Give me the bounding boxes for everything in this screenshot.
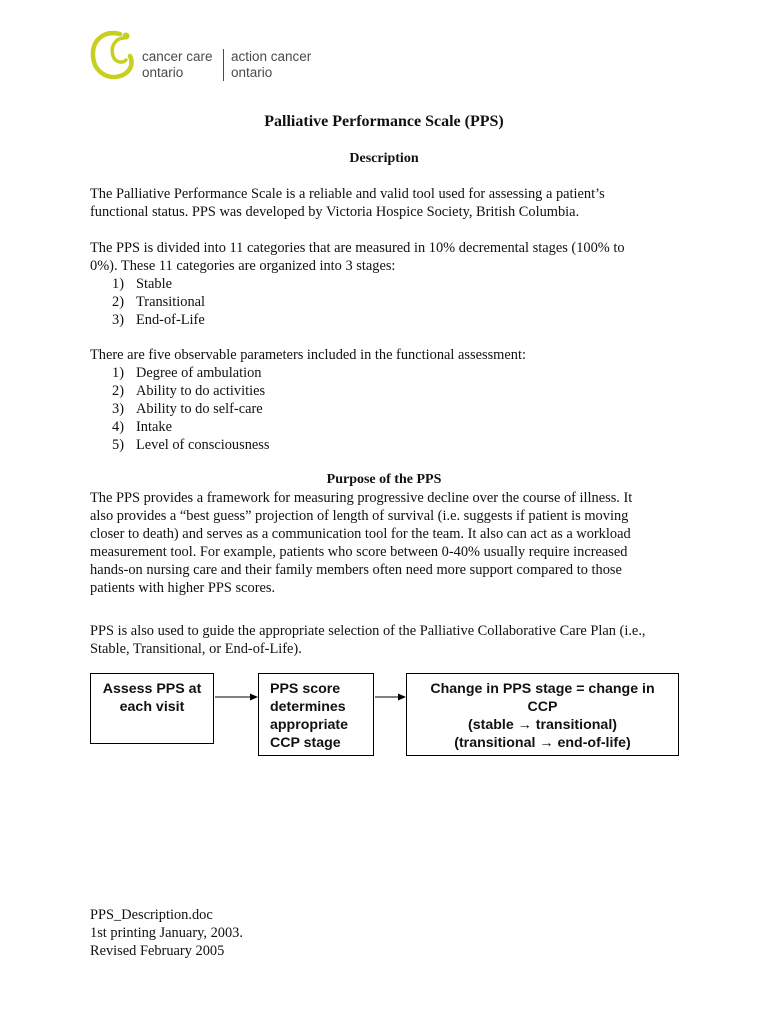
parameters-list	[112, 364, 269, 454]
list-item	[112, 418, 269, 436]
text-line: PPS is also used to guide the appropriate selection of the Palliative Collaborative Care Plan (i.e.,	[90, 623, 646, 639]
text-line: also provides a “best guess” projection of length of survival (i.e. suggests if patient is moving	[90, 508, 629, 524]
page-title: Palliative Performance Scale (PPS)	[264, 113, 504, 130]
cancer-care-ontario-logo	[90, 28, 330, 84]
logo-swirl-icon	[90, 28, 134, 84]
flow-box-change	[406, 673, 679, 756]
logo-org2-line1: action cancer	[231, 49, 312, 64]
footer-filename: PPS_Description.doc	[90, 907, 213, 923]
flow-text-line: (transitional → end-of-life)	[454, 735, 631, 751]
list-item	[112, 293, 205, 311]
list-text: Degree of ambulation	[136, 365, 262, 381]
footer-revised: Revised February 2005	[90, 943, 225, 959]
stages-list	[112, 275, 205, 329]
purpose-paragraph-1	[90, 489, 680, 597]
list-item	[112, 311, 205, 329]
list-number: 1)	[112, 365, 124, 381]
list-text: Transitional	[136, 294, 206, 310]
list-number: 2)	[112, 383, 124, 399]
logo-org1-line1: cancer care	[142, 49, 213, 64]
flow-text-line: PPS score	[270, 681, 341, 697]
list-number: 1)	[112, 276, 124, 292]
logo-org1-line2: ontario	[142, 65, 184, 80]
description-paragraph-1	[90, 185, 680, 221]
list-item	[112, 275, 205, 293]
flow-text-line: each visit	[119, 699, 185, 715]
list-number: 5)	[112, 437, 124, 453]
flow-text-line: Change in PPS stage = change in	[430, 681, 655, 697]
logo-divider	[223, 49, 224, 81]
flow-text-line: determines	[270, 699, 346, 715]
list-number: 2)	[112, 294, 124, 310]
text-line: Stable, Transitional, or End-of-Life).	[90, 641, 302, 657]
logo-org2-line2: ontario	[231, 65, 273, 80]
flow-box-score	[258, 673, 374, 756]
text-line: The PPS is divided into 11 categories that are measured in 10% decremental stages (100% to	[90, 240, 625, 256]
description-paragraph-2	[90, 239, 680, 275]
purpose-heading: Purpose of the PPS	[326, 472, 442, 487]
text-line: hands-on nursing care and their family members often need more support compared to those	[90, 562, 622, 578]
list-text: Intake	[136, 419, 172, 435]
text-line: The Palliative Performance Scale is a reliable and valid tool used for assessing a patient’s	[90, 186, 605, 202]
flow-text-line: Assess PPS at	[102, 681, 202, 697]
flow-arrow-2	[375, 694, 406, 701]
list-item	[112, 382, 269, 400]
list-text: Stable	[136, 276, 172, 292]
purpose-paragraph-2	[90, 622, 680, 658]
flow-text-line: CCP	[527, 699, 558, 715]
list-item	[112, 364, 269, 382]
list-text: Level of consciousness	[136, 437, 270, 453]
list-number: 3)	[112, 401, 124, 417]
text-line: functional status. PPS was developed by Victoria Hospice Society, British Columbia.	[90, 204, 580, 220]
list-text: Ability to do activities	[136, 383, 266, 399]
text-line: 0%). These 11 categories are organized into 3 stages:	[90, 258, 396, 274]
description-paragraph-3: There are five observable parameters included in the functional assessment:	[90, 347, 526, 363]
flow-text-line: CCP stage	[270, 735, 341, 751]
footer-printing: 1st printing January, 2003.	[90, 925, 243, 941]
document-footer	[90, 906, 243, 960]
list-number: 4)	[112, 419, 124, 435]
description-heading: Description	[349, 151, 419, 166]
list-text: End-of-Life	[136, 312, 205, 328]
flow-arrow-1	[215, 694, 258, 701]
list-item	[112, 400, 269, 418]
list-item	[112, 436, 269, 454]
flow-text-line: appropriate	[270, 717, 349, 733]
text-line: closer to death) and serves as a communication tool for the team. It also can act as a workload	[90, 526, 631, 542]
flow-box-assess	[90, 673, 214, 744]
list-number: 3)	[112, 312, 124, 328]
text-line: patients with higher PPS scores.	[90, 580, 276, 596]
list-text: Ability to do self-care	[136, 401, 263, 417]
flow-text-line: (stable → transitional)	[468, 717, 617, 733]
text-line: measurement tool. For example, patients who score between 0-40% usually require increased	[90, 544, 628, 560]
text-line: The PPS provides a framework for measuring progressive decline over the course of illness. It	[90, 490, 633, 506]
